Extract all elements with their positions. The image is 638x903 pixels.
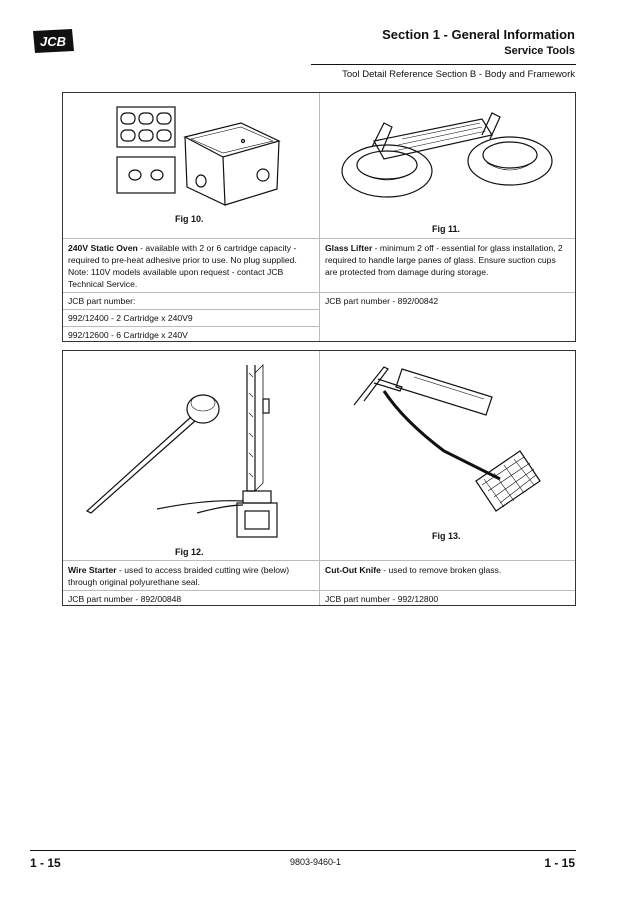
svg-text:JCB: JCB	[39, 34, 67, 49]
tool-cell-wire-starter	[63, 351, 319, 605]
section-reference: Tool Detail Reference Section B - Body and Framework	[342, 69, 575, 80]
section-title: Section 1 - General Information	[382, 27, 575, 42]
page-number-right: 1 - 15	[544, 856, 575, 870]
cut-out-knife-illustration	[344, 361, 554, 521]
tool-panel-top	[62, 92, 576, 342]
section-subtitle: Service Tools	[504, 45, 575, 57]
wire-starter-illustration	[77, 363, 307, 543]
fig-label: Fig 12.	[175, 547, 204, 557]
footer-rule	[30, 850, 576, 851]
page-number-left: 1 - 15	[30, 856, 61, 870]
tool-name: Cut-Out Knife	[325, 565, 381, 575]
part-number-line: 992/12400 - 2 Cartridge x 240V9	[63, 309, 319, 326]
tool-description-text: - used to remove broken glass.	[380, 565, 502, 575]
fig-label: Fig 13.	[432, 531, 461, 541]
tool-name: Glass Lifter	[325, 243, 373, 253]
tool-description	[320, 238, 575, 292]
static-oven-illustration	[103, 101, 293, 211]
tool-name: Wire Starter	[68, 565, 117, 575]
jcb-logo	[30, 27, 76, 55]
fig-label: Fig 11.	[432, 224, 461, 234]
glass-lifter-illustration	[332, 107, 562, 207]
tool-cell-static-oven	[63, 93, 319, 341]
part-number-line: JCB part number - 892/00848	[63, 590, 319, 607]
tool-description	[320, 560, 575, 590]
tool-description	[63, 560, 319, 590]
header-rule	[311, 64, 576, 65]
tool-description	[63, 238, 319, 292]
document-number: 9803-9460-1	[290, 857, 342, 867]
tool-panel-bottom	[62, 350, 576, 606]
part-number-line: JCB part number - 892/00842	[320, 292, 575, 309]
tool-cell-glass-lifter	[319, 93, 575, 341]
tool-description-text: - used to access braided cutting wire (below) through original polyurethane seal.	[68, 565, 290, 587]
tool-description-text: - available with 2 or 6 cartridge capacity - required to pre-heat adhesive prior to use. No plug supplied. Note: 110V models available upon request - contact JCB Technical Service.	[68, 243, 297, 289]
part-number-line: JCB part number:	[63, 292, 319, 309]
fig-label: Fig 10.	[175, 214, 204, 224]
tool-name: 240V Static Oven	[68, 243, 138, 253]
part-number-line: 992/12600 - 6 Cartridge x 240V	[63, 326, 319, 343]
tool-description-text: - minimum 2 off - essential for glass installation, 2 required to handle large panes of glass. Ensure suction cups are protected from damage during storage.	[325, 243, 563, 277]
tool-cell-cut-out-knife	[319, 351, 575, 605]
part-number-line: JCB part number - 992/12800	[320, 590, 575, 607]
